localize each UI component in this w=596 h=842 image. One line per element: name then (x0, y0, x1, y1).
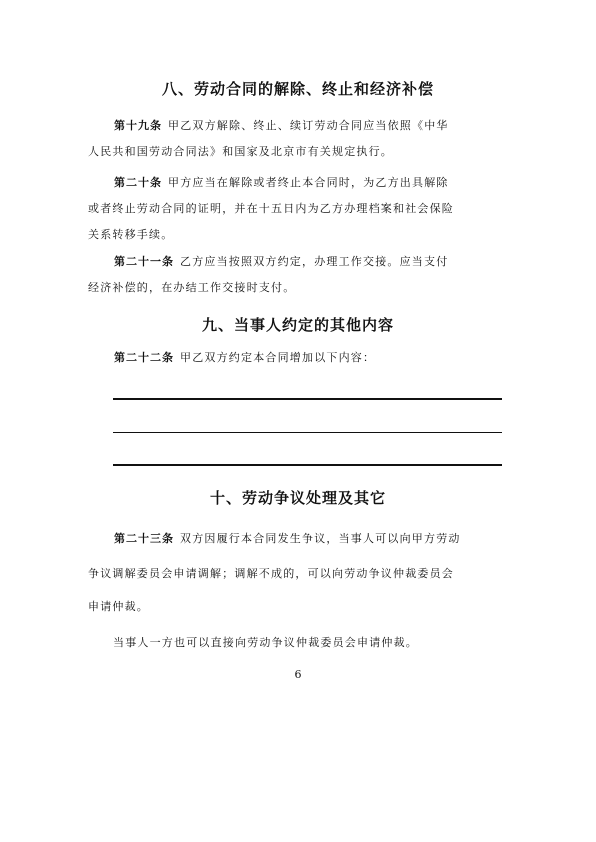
article-23-label: 第二十三条 (114, 532, 174, 545)
article-23-line-3: 申请仲裁。 (88, 600, 149, 613)
article-22-label: 第二十二条 (114, 351, 174, 364)
article-20-line-2: 或者终止劳动合同的证明，并在十五日内为乙方办理档案和社会保险 (88, 202, 454, 215)
article-23-line-2: 争议调解委员会申请调解；调解不成的，可以向劳动争议仲裁委员会 (88, 567, 454, 580)
article-19-label: 第十九条 (114, 119, 162, 132)
article-21 (88, 249, 508, 301)
article-21-label: 第二十一条 (114, 255, 174, 268)
page-number: 6 (294, 668, 302, 681)
article-21-line-1 (88, 249, 508, 275)
article-20-label: 第二十条 (114, 176, 162, 189)
article-19 (88, 113, 508, 165)
article-19-line-2: 人民共和国劳动合同法》和国家及北京市有关规定执行。 (88, 145, 393, 158)
article-22-line-1 (88, 345, 508, 371)
blank-line-3[interactable] (113, 464, 502, 466)
article-22 (88, 345, 508, 371)
blank-line-2[interactable] (113, 432, 502, 433)
article-23 (88, 526, 508, 620)
blank-line-1[interactable] (113, 398, 502, 400)
section-8-heading: 八、劳动合同的解除、终止和经济补偿 (161, 80, 434, 98)
article-23-line-1 (88, 526, 508, 552)
article-23-text-1: 双方因履行本合同发生争议，当事人可以向甲方劳动 (180, 532, 461, 545)
dispute-arbitration-note (113, 630, 533, 656)
section-10-heading: 十、劳动争议处理及其它 (209, 489, 386, 507)
article-20 (88, 170, 508, 248)
article-19-line-1 (88, 113, 508, 139)
dispute-arbitration-text: 当事人一方也可以直接向劳动争议仲裁委员会申请仲裁。 (113, 636, 418, 649)
article-20-text-1: 甲方应当在解除或者终止本合同时，为乙方出具解除 (168, 176, 449, 189)
article-20-line-1 (88, 170, 508, 196)
article-22-text-1: 甲乙双方约定本合同增加以下内容： (180, 351, 376, 364)
section-9-heading: 九、当事人约定的其他内容 (201, 316, 394, 334)
article-20-line-3: 关系转移手续。 (88, 228, 174, 241)
article-21-text-1: 乙方应当按照双方约定，办理工作交接。应当支付 (180, 255, 449, 268)
article-19-text-1: 甲乙双方解除、终止、续订劳动合同应当依照《中华 (168, 119, 449, 132)
article-21-line-2: 经济补偿的，在办结工作交接时支付。 (88, 281, 296, 294)
